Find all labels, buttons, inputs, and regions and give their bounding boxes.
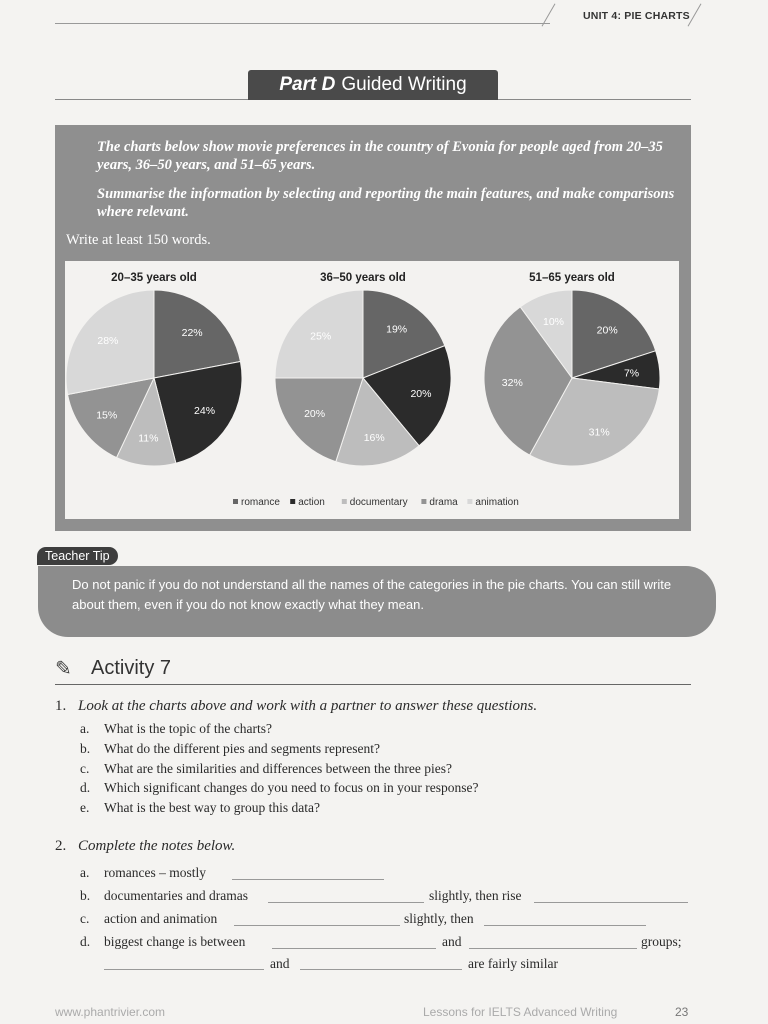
pie-slice-label: 20% xyxy=(304,408,326,421)
note-d-text: are fairly similar xyxy=(468,956,558,971)
part-title: Guided Writing xyxy=(341,74,467,95)
question-number: 1. xyxy=(55,698,67,714)
pie-slice-label: 20% xyxy=(410,387,432,400)
legend-label: animation xyxy=(475,497,519,508)
pie-slice-label: 19% xyxy=(386,323,408,336)
blank-field[interactable] xyxy=(104,969,264,970)
chart-panel xyxy=(65,261,679,519)
pie-slice-label: 16% xyxy=(363,431,385,444)
pie-slice-label: 24% xyxy=(194,405,216,418)
note-c-text: slightly, then xyxy=(404,911,474,926)
legend-label: documentary xyxy=(349,497,408,508)
legend-swatch xyxy=(342,499,347,504)
blank-field[interactable] xyxy=(300,969,462,970)
footer xyxy=(55,1005,695,1019)
question-text: Complete the notes below. xyxy=(78,838,236,854)
blank-field[interactable] xyxy=(484,925,646,926)
legend-swatch xyxy=(233,499,238,504)
pencil-icon: ✎ xyxy=(55,658,72,680)
blank-field[interactable] xyxy=(272,948,436,949)
pie-slice-label: 10% xyxy=(543,316,565,329)
pie-title: 20–35 years old xyxy=(111,272,197,284)
blank-field[interactable] xyxy=(268,902,424,903)
pie-slice-label: 11% xyxy=(138,432,159,445)
page-number: 23 xyxy=(675,1005,689,1019)
pie-title: 51–65 years old xyxy=(529,272,615,284)
pie-slice-label: 28% xyxy=(97,334,119,347)
activity-rule xyxy=(55,684,691,685)
blank-field[interactable] xyxy=(232,879,384,880)
teacher-tip-label: Teacher Tip xyxy=(37,547,118,565)
question-1 xyxy=(55,698,537,715)
header-rule xyxy=(55,23,550,24)
pie-slice-label: 32% xyxy=(501,376,523,389)
pie-slice-label: 15% xyxy=(96,409,118,422)
note-c: c. action and animation xyxy=(80,911,218,926)
legend-swatch xyxy=(467,499,472,504)
pie-title: 36–50 years old xyxy=(320,272,406,284)
question-2 xyxy=(55,838,235,855)
pie-slice-label: 25% xyxy=(310,330,332,343)
pie-slice-label: 31% xyxy=(588,426,610,439)
legend-swatch xyxy=(421,499,426,504)
list-item: d. Which significant changes do you need to focus on in your response? xyxy=(80,780,479,795)
task-intro: The charts below show movie preferences in the country of Evonia for people aged from 20–35 years, 36–50 years, and 51–65 years. xyxy=(97,139,663,173)
question-number: 2. xyxy=(55,838,67,854)
list-item: e. What is the best way to group this data? xyxy=(80,800,320,815)
note-d-text: and xyxy=(270,956,290,971)
teacher-tip-box xyxy=(38,566,716,637)
legend-label: romance xyxy=(241,497,280,508)
list-item: c. What are the similarities and differences between the three pies? xyxy=(80,761,452,776)
note-b-text: slightly, then rise xyxy=(429,888,522,903)
note-d-text: and xyxy=(442,934,462,949)
unit-label: UNIT 4: PIE CHARTS xyxy=(583,10,690,22)
pie-slice-label: 20% xyxy=(596,324,618,337)
part-banner xyxy=(248,70,498,100)
part-label: Part D xyxy=(279,74,336,95)
note-b: b. documentaries and dramas xyxy=(80,888,248,903)
pie-slice-label: 7% xyxy=(623,367,640,380)
note-d-text: groups; xyxy=(641,934,682,949)
note-a: a. romances – mostly xyxy=(80,865,206,880)
list-item: a. What is the topic of the charts? xyxy=(80,721,272,736)
blank-field[interactable] xyxy=(234,925,400,926)
activity-title: Activity 7 xyxy=(91,657,172,679)
task-instruction: Summarise the information by selecting and reporting the main features, and make comparisons where relevant. xyxy=(97,186,675,220)
question-text: Look at the charts above and work with a partner to answer these questions. xyxy=(78,698,538,714)
task-word-count: Write at least 150 words. xyxy=(66,232,211,248)
note-d: d. biggest change is between xyxy=(80,934,246,949)
pie-charts xyxy=(65,261,679,519)
legend-swatch xyxy=(290,499,295,504)
list-item: b. What do the different pies and segments represent? xyxy=(80,741,381,756)
footer-url: www.phantrivier.com xyxy=(55,1005,166,1019)
task-box xyxy=(55,125,691,531)
blank-field[interactable] xyxy=(534,902,688,903)
blank-field[interactable] xyxy=(469,948,637,949)
teacher-tip-text: Do not panic if you do not understand all the names of the categories in the pie charts. You can still write about them, even if you do not know exactly what they mean. xyxy=(72,577,672,612)
pie-slice-label: 22% xyxy=(181,326,203,339)
legend-label: action xyxy=(298,497,325,508)
legend-label: drama xyxy=(429,497,458,508)
footer-book-title: Lessons for IELTS Advanced Writing xyxy=(423,1005,618,1019)
